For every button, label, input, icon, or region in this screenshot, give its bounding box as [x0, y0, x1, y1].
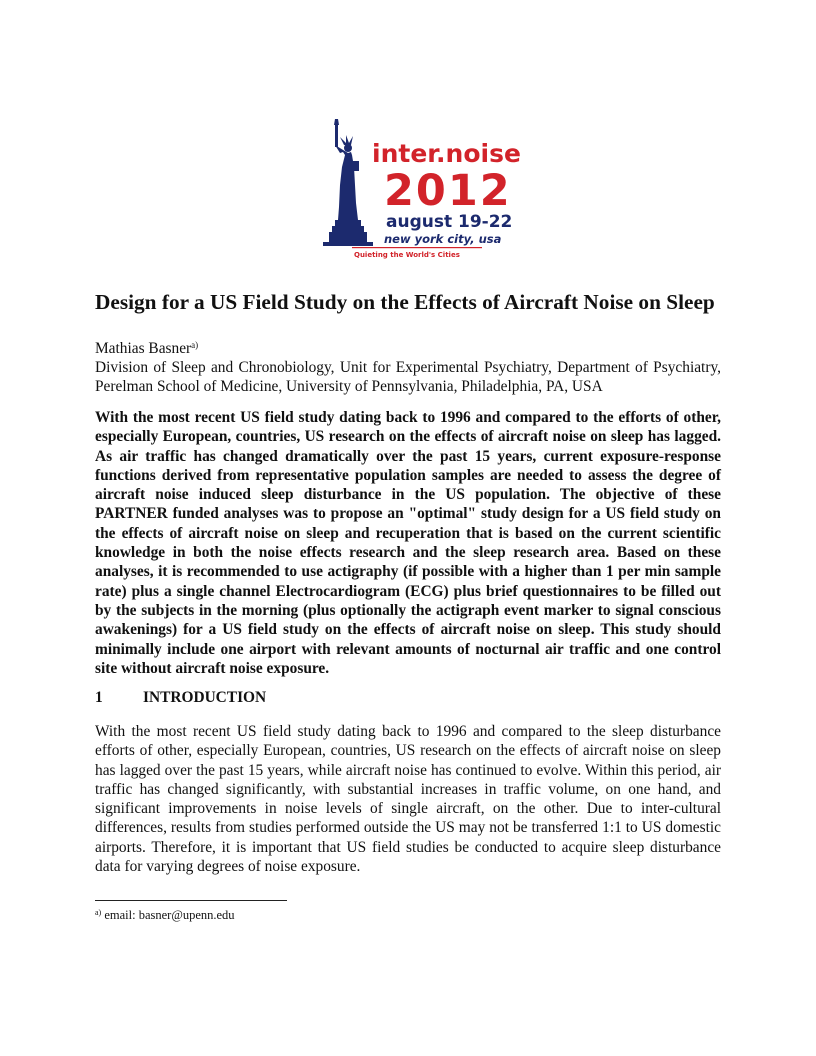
logo-line-dates: august 19-22	[386, 212, 513, 232]
author-name-text: Mathias Basner	[95, 340, 192, 357]
footnote-email: email: basner@upenn.edu	[104, 908, 235, 922]
footnote	[95, 907, 235, 923]
author-name	[95, 339, 198, 358]
introduction-paragraph: With the most recent US field study dating back to 1996 and compared to the sleep disturbance efforts of other, especially European, countries, US research on the effects of aircraft noise on sleep has lagged over the past 15 years, while aircraft noise has continued to evolve. Within this period, air traffic has changed significantly, with substantial increases in traffic volume, on one hand, and significant improvements in noise levels of single aircraft, on the other. Due to inter-cultural differences, results from studies performed outside the US may not be transferred 1:1 to US domestic airports. Therefore, it is important that US field studies be conducted to acquire sleep disturbance data for varying degrees of noise exposure.	[95, 723, 721, 876]
footnote-mark: a)	[95, 908, 102, 917]
conference-logo	[318, 115, 521, 263]
footnote-divider	[95, 900, 287, 901]
logo-tagline: Quieting the World's Cities	[354, 251, 460, 259]
section-number: 1	[95, 689, 103, 706]
section-heading-introduction	[95, 688, 266, 707]
paper-title: Design for a US Field Study on the Effects of Aircraft Noise on Sleep	[95, 290, 715, 314]
logo-line-location: new york city, usa	[384, 232, 502, 246]
statue-of-liberty-icon	[323, 119, 373, 246]
abstract: With the most recent US field study dating back to 1996 and compared to the efforts of other, especially European, countries, US research on the effects of aircraft noise on sleep has lagged. As air traffic has changed dramatically over the past 15 years, current exposure-response functions derived from representative population samples are needed to assess the degree of aircraft noise induced sleep disturbance in the US population. The objective of these PARTNER funded analyses was to propose an "optimal" study design for a US field study on the effects of aircraft noise on sleep and recuperation that is based on the current scientific knowledge in both the noise effects research and the sleep research area. Based on these analyses, it is recommended to use actigraphy (if possible with a higher than 1 per min sample rate) plus a single channel Electrocardiogram (ECG) plus brief questionnaires to be filled out by the subjects in the morning (plus optionally the actigraph event marker to signal conscious awakenings) for a US field study on the effects of aircraft noise on sleep. This study should minimally include one airport with relevant amounts of nocturnal air traffic and one control site without aircraft noise exposure.	[95, 409, 721, 677]
logo-line-internoise: inter.noise	[372, 139, 521, 168]
section-title: INTRODUCTION	[143, 689, 267, 706]
author-footnote-mark: a)	[191, 340, 199, 350]
author-affiliation: Division of Sleep and Chronobiology, Unit for Experimental Psychiatry, Department of Psychiatry, Perelman School of Medicine, University of Pennsylvania, Philadelphia, PA, USA	[95, 359, 721, 395]
logo-line-year: 2012	[384, 166, 512, 216]
